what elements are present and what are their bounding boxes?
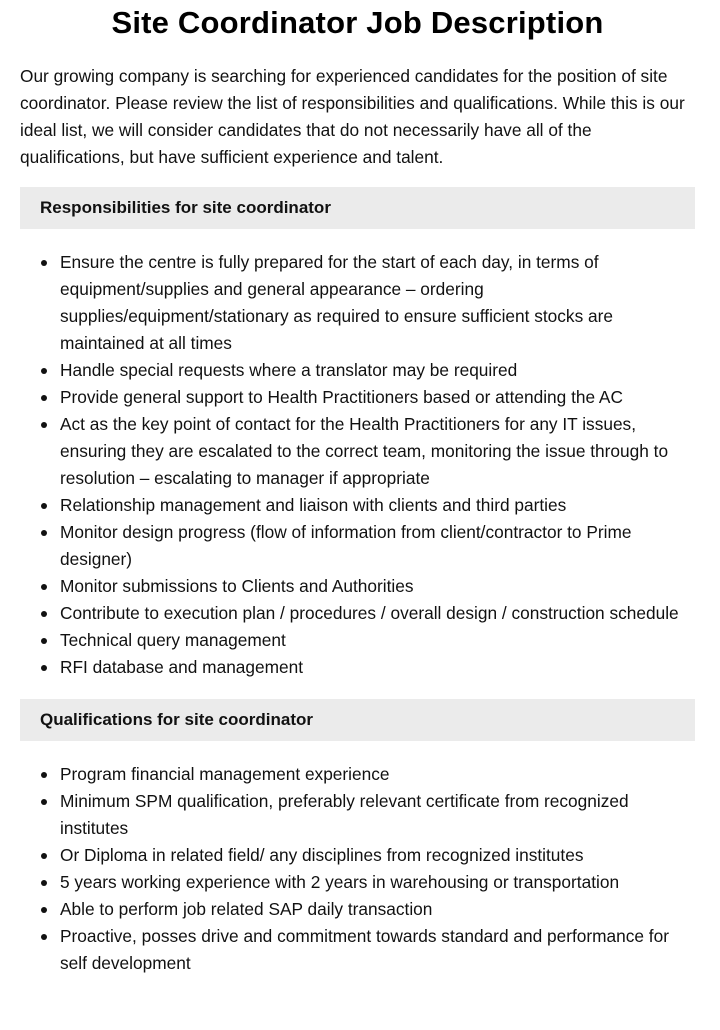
list-item: 5 years working experience with 2 years in warehousing or transportation <box>20 869 695 896</box>
responsibilities-list <box>20 249 695 681</box>
bullet-icon <box>41 853 47 859</box>
bullet-icon <box>41 907 47 913</box>
list-item: Monitor design progress (flow of information from client/contractor to Prime designer) <box>20 519 695 573</box>
list-item: Handle special requests where a translator may be required <box>20 357 695 384</box>
list-item: Act as the key point of contact for the Health Practitioners for any IT issues, ensuring they are escalated to the correct team, monitoring the issue through to resolution – escalating to manager if appropriate <box>20 411 695 492</box>
list-item: Contribute to execution plan / procedures / overall design / construction schedule <box>20 600 695 627</box>
bullet-icon <box>41 503 47 509</box>
list-item: RFI database and management <box>20 654 695 681</box>
bullet-icon <box>41 665 47 671</box>
bullet-icon <box>41 422 47 428</box>
bullet-icon <box>41 611 47 617</box>
bullet-icon <box>41 584 47 590</box>
list-item: Or Diploma in related field/ any disciplines from recognized institutes <box>20 842 695 869</box>
bullet-icon <box>41 530 47 536</box>
job-description-page <box>20 0 695 977</box>
qualifications-heading: Qualifications for site coordinator <box>20 699 695 741</box>
list-item: Provide general support to Health Practitioners based or attending the AC <box>20 384 695 411</box>
list-item: Ensure the centre is fully prepared for the start of each day, in terms of equipment/supplies and general appearance – ordering supplies/equipment/stationary as required to ensure sufficient stocks are maintained at all times <box>20 249 695 357</box>
list-item: Relationship management and liaison with clients and third parties <box>20 492 695 519</box>
list-item: Proactive, posses drive and commitment towards standard and performance for self development <box>20 923 695 977</box>
bullet-icon <box>41 395 47 401</box>
list-item: Able to perform job related SAP daily transaction <box>20 896 695 923</box>
page-title: Site Coordinator Job Description <box>111 5 604 40</box>
qualifications-list <box>20 761 695 977</box>
bullet-icon <box>41 772 47 778</box>
list-item: Technical query management <box>20 627 695 654</box>
responsibilities-heading: Responsibilities for site coordinator <box>20 187 695 229</box>
bullet-icon <box>41 799 47 805</box>
bullet-icon <box>41 880 47 886</box>
list-item: Monitor submissions to Clients and Authorities <box>20 573 695 600</box>
list-item: Minimum SPM qualification, preferably relevant certificate from recognized institutes <box>20 788 695 842</box>
bullet-icon <box>41 638 47 644</box>
list-item: Program financial management experience <box>20 761 695 788</box>
intro-paragraph: Our growing company is searching for experienced candidates for the position of site coordinator. Please review the list of responsibilities and qualifications. While this is our ideal list, we will consider candidates that do not necessarily have all of the qualifications, but have sufficient experience and talent. <box>20 66 685 167</box>
bullet-icon <box>41 934 47 940</box>
bullet-icon <box>41 368 47 374</box>
bullet-icon <box>41 260 47 266</box>
